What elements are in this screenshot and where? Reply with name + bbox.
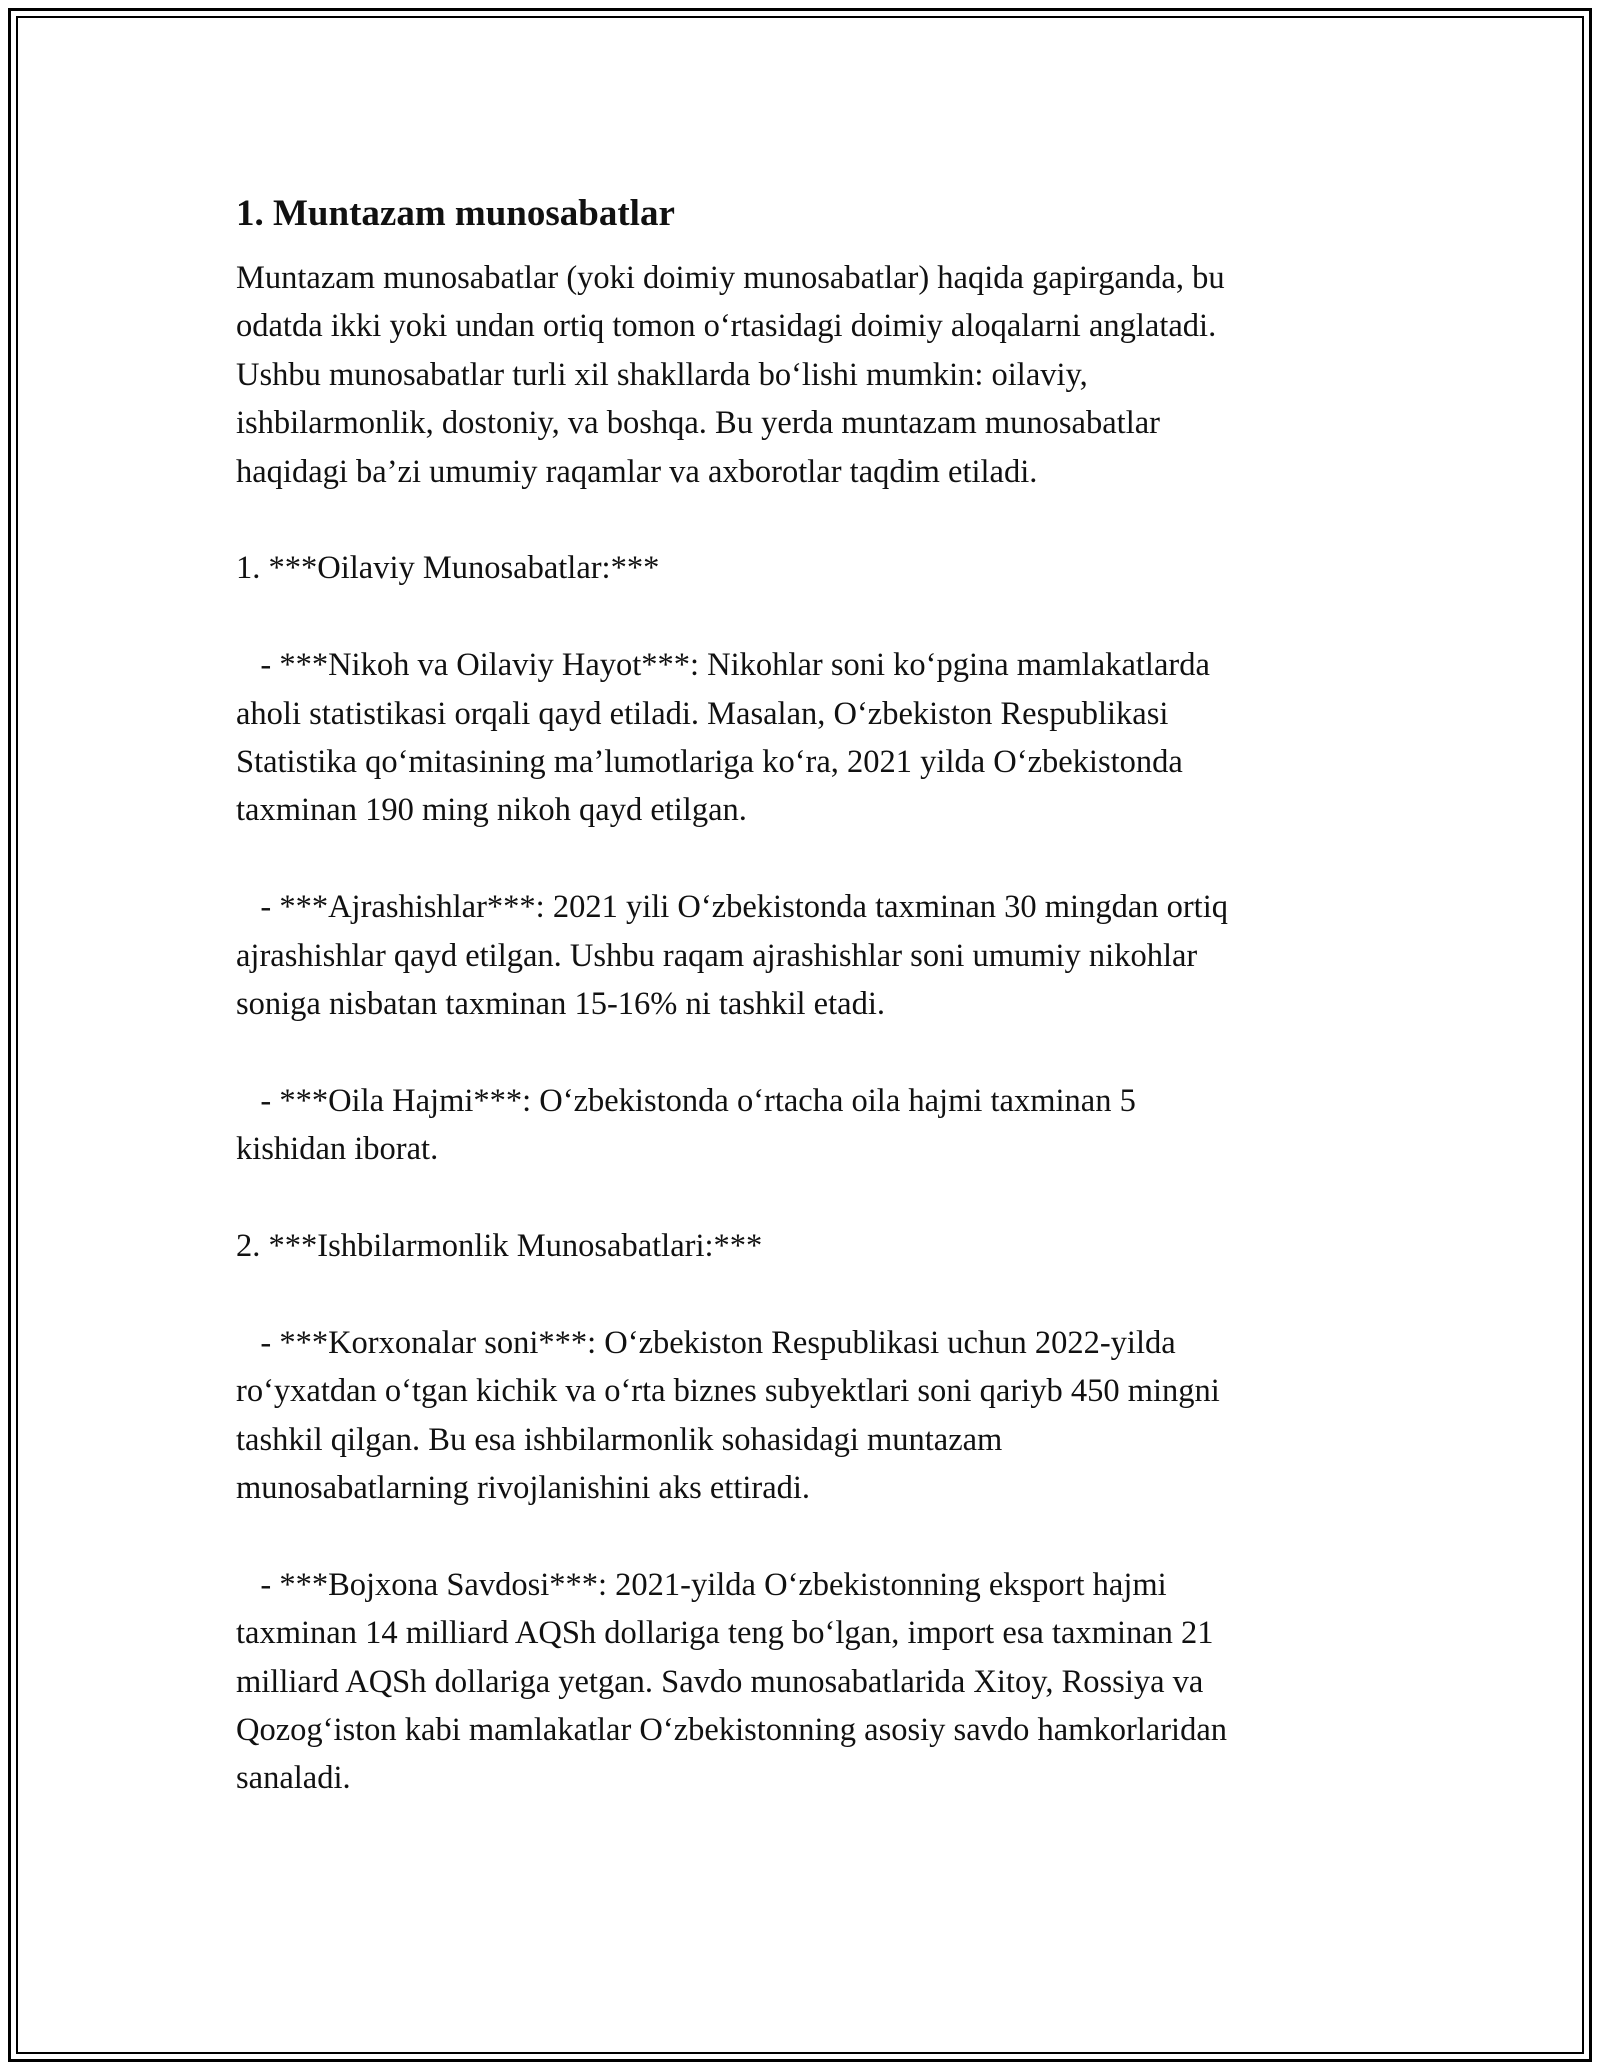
list-item-korxonalar (236, 1319, 1366, 1513)
list-item-oila-hajmi (236, 1077, 1366, 1174)
text-line: taxminan 14 milliard AQSh dollariga teng bo‘lgan, import esa taxminan 21 (236, 1615, 1214, 1652)
text-line: munosabatlarning rivojlanishini aks ettiradi. (236, 1470, 811, 1507)
text-line: kishidan iborat. (236, 1131, 439, 1168)
text-line: sanaladi. (236, 1760, 351, 1797)
list-item-nikoh (236, 641, 1366, 835)
intro-paragraph (236, 254, 1366, 496)
text-line: Ushbu munosabatlar turli xil shakllarda bo‘lishi mumkin: oilaviy, (236, 356, 1088, 393)
list-item-ajrashishlar (236, 883, 1366, 1028)
text-line: soniga nisbatan taxminan 15-16% ni tashkil etadi. (236, 986, 885, 1023)
text-line: tashkil qilgan. Bu esa ishbilarmonlik sohasidagi muntazam (236, 1421, 1003, 1458)
text-line: 1. ***Oilaviy Munosabatlar:*** (236, 550, 660, 587)
text-line: Qozog‘iston kabi mamlakatlar O‘zbekistonning asosiy savdo hamkorlaridan (236, 1712, 1228, 1749)
text-line: taxminan 190 ming nikoh qayd etilgan. (236, 792, 747, 829)
text-line: - ***Ajrashishlar***: 2021 yili O‘zbekistonda taxminan 30 mingdan ortiq (236, 889, 1228, 926)
text-line: ajrashishlar qayd etilgan. Ushbu raqam ajrashishlar soni umumiy nikohlar (236, 937, 1198, 974)
text-line: Statistika qo‘mitasining ma’lumotlariga ko‘ra, 2021 yilda O‘zbekistonda (236, 744, 1183, 781)
text-line: - ***Korxonalar soni***: O‘zbekiston Respublikasi uchun 2022-yilda (236, 1324, 1176, 1361)
text-line: - ***Oila Hajmi***: O‘zbekistonda o‘rtacha oila hajmi taxminan 5 (236, 1082, 1136, 1119)
text-line: odatda ikki yoki undan ortiq tomon o‘rtasidagi doimiy aloqalarni anglatadi. (236, 308, 1217, 345)
text-line: ishbilarmonlik, dostoniy, va boshqa. Bu yerda muntazam munosabatlar (236, 405, 1160, 442)
document-body (236, 186, 1366, 1851)
text-line: 2. ***Ishbilarmonlik Munosabatlari:*** (236, 1228, 763, 1265)
section-heading: 1. Muntazam munosabatlar (236, 193, 675, 234)
subsection-title-ishbilarmonlik (236, 1222, 1366, 1270)
text-line: Muntazam munosabatlar (yoki doimiy munosabatlar) haqida gapirganda, bu (236, 260, 1225, 296)
text-line: ro‘yxatdan o‘tgan kichik va o‘rta biznes subyektlari soni qariyb 450 mingni (236, 1373, 1220, 1410)
list-item-bojxona (236, 1561, 1366, 1803)
subsection-title-oilaviy (236, 544, 1366, 592)
text-line: aholi statistikasi orqali qayd etiladi. Masalan, O‘zbekiston Respublikasi (236, 695, 1169, 732)
text-line: - ***Nikoh va Oilaviy Hayot***: Nikohlar soni ko‘pgina mamlakatlarda (236, 647, 1210, 684)
text-line: milliard AQSh dollariga yetgan. Savdo munosabatlarida Xitoy, Rossiya va (236, 1663, 1204, 1700)
text-line: haqidagi ba’zi umumiy raqamlar va axborotlar taqdim etiladi. (236, 453, 1038, 490)
text-line: - ***Bojxona Savdosi***: 2021-yilda O‘zbekistonning eksport hajmi (236, 1566, 1167, 1603)
